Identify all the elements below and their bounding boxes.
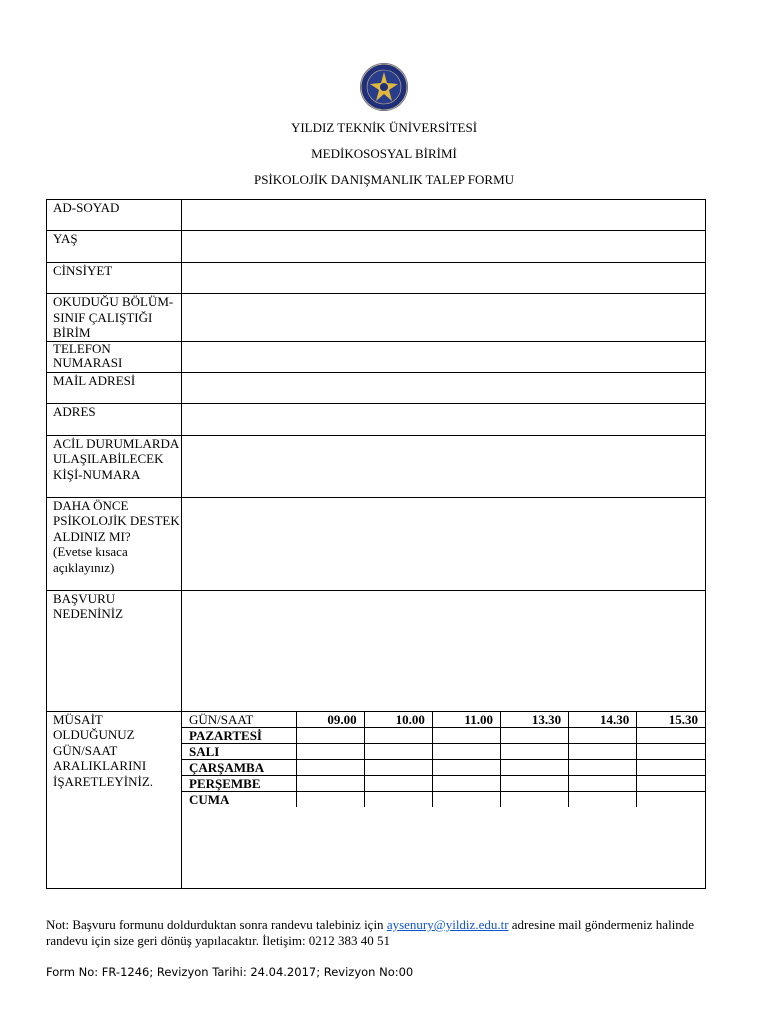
time-header: 10.00 (364, 712, 432, 728)
field-input-gender[interactable] (182, 263, 706, 294)
field-label-phone: TELEFON NUMARASI (47, 341, 182, 372)
slot-checkbox-cell[interactable] (364, 743, 432, 759)
field-input-department[interactable] (182, 294, 706, 342)
university-logo (359, 62, 409, 112)
slot-checkbox-cell[interactable] (296, 727, 364, 743)
form-note (46, 917, 726, 949)
contact-email-link[interactable]: aysenury@yildiz.edu.tr (386, 917, 509, 932)
header-line-1: YILDIZ TEKNİK ÜNİVERSİTESİ (290, 120, 478, 135)
field-input-name[interactable] (182, 200, 706, 231)
availability-table (182, 712, 705, 807)
slot-checkbox-cell[interactable] (500, 759, 568, 775)
header-line-2: MEDİKOSOSYAL BİRİMİ (311, 146, 457, 161)
slot-checkbox-cell[interactable] (364, 775, 432, 791)
field-input-address[interactable] (182, 403, 706, 435)
application-form-table (46, 199, 706, 889)
slot-checkbox-cell[interactable] (296, 743, 364, 759)
field-label-address: ADRES (47, 403, 182, 435)
time-header: 09.00 (296, 712, 364, 728)
field-input-emergency-contact[interactable] (182, 435, 706, 497)
slot-checkbox-cell[interactable] (364, 727, 432, 743)
schedule-label: MÜSAİT OLDUĞUNUZ GÜN/SAAT ARALIKLARINI İŞARETLEYİNİZ. (47, 711, 182, 888)
slot-checkbox-cell[interactable] (364, 791, 432, 807)
slot-checkbox-cell[interactable] (637, 759, 705, 775)
slot-checkbox-cell[interactable] (296, 791, 364, 807)
field-input-age[interactable] (182, 231, 706, 263)
slot-checkbox-cell[interactable] (569, 791, 637, 807)
slot-checkbox-cell[interactable] (432, 775, 500, 791)
field-label-gender: CİNSİYET (47, 263, 182, 294)
slot-checkbox-cell[interactable] (637, 743, 705, 759)
day-label: PERŞEMBE (182, 775, 296, 791)
slot-checkbox-cell[interactable] (432, 759, 500, 775)
slot-checkbox-cell[interactable] (569, 727, 637, 743)
slot-checkbox-cell[interactable] (500, 743, 568, 759)
slot-checkbox-cell[interactable] (569, 743, 637, 759)
day-label: ÇARŞAMBA (182, 759, 296, 775)
field-label-reason: BAŞVURU NEDENİNİZ (47, 590, 182, 711)
schedule-cell (182, 711, 706, 888)
field-input-prior-support[interactable] (182, 497, 706, 590)
time-header: 14.30 (569, 712, 637, 728)
field-label-age: YAŞ (47, 231, 182, 263)
day-label: CUMA (182, 791, 296, 807)
slot-checkbox-cell[interactable] (500, 727, 568, 743)
field-input-email[interactable] (182, 372, 706, 403)
note-text-before: Not: Başvuru formunu doldurduktan sonra randevu talebiniz için (46, 917, 387, 932)
field-label-name: AD-SOYAD (47, 200, 182, 231)
field-input-reason[interactable] (182, 590, 706, 711)
prior-support-question: DAHA ÖNCE PSİKOLOJİK DESTEK ALDINIZ MI? (53, 497, 180, 544)
slot-checkbox-cell[interactable] (432, 791, 500, 807)
slot-checkbox-cell[interactable] (296, 759, 364, 775)
form-title: PSİKOLOJİK DANIŞMANLIK TALEP FORMU (253, 172, 515, 187)
field-label-department: OKUDUĞU BÖLÜM-SINIF ÇALIŞTIĞI BİRİM (47, 294, 182, 342)
time-header: 13.30 (500, 712, 568, 728)
slot-checkbox-cell[interactable] (364, 759, 432, 775)
field-label-prior-support (47, 497, 182, 590)
field-label-email: MAİL ADRESİ (47, 372, 182, 403)
slot-checkbox-cell[interactable] (637, 775, 705, 791)
slot-checkbox-cell[interactable] (296, 775, 364, 791)
slot-checkbox-cell[interactable] (637, 791, 705, 807)
slot-checkbox-cell[interactable] (569, 759, 637, 775)
time-header: 11.00 (432, 712, 500, 728)
slot-checkbox-cell[interactable] (500, 791, 568, 807)
prior-support-hint: (Evetse kısaca açıklayınız) (53, 544, 128, 575)
slot-checkbox-cell[interactable] (432, 743, 500, 759)
slot-checkbox-cell[interactable] (569, 775, 637, 791)
slot-checkbox-cell[interactable] (637, 727, 705, 743)
form-footer: Form No: FR-1246; Revizyon Tarihi: 24.04.2017; Revizyon No:00 (46, 965, 414, 979)
slot-checkbox-cell[interactable] (432, 727, 500, 743)
field-input-phone[interactable] (182, 341, 706, 372)
slot-checkbox-cell[interactable] (500, 775, 568, 791)
time-header: 15.30 (637, 712, 705, 728)
day-label: PAZARTESİ (182, 727, 296, 743)
day-label: SALI (182, 743, 296, 759)
note-text-after: adresine mail göndermeniz halinde randevu için size geri dönüş yapılacaktır. İletişim: 0212 383 40 51 (46, 917, 695, 948)
field-label-emergency-contact: ACİL DURUMLARDA ULAŞILABİLECEK KİŞİ-NUMARA (47, 435, 182, 497)
schedule-corner-header: GÜN/SAAT (182, 712, 296, 728)
